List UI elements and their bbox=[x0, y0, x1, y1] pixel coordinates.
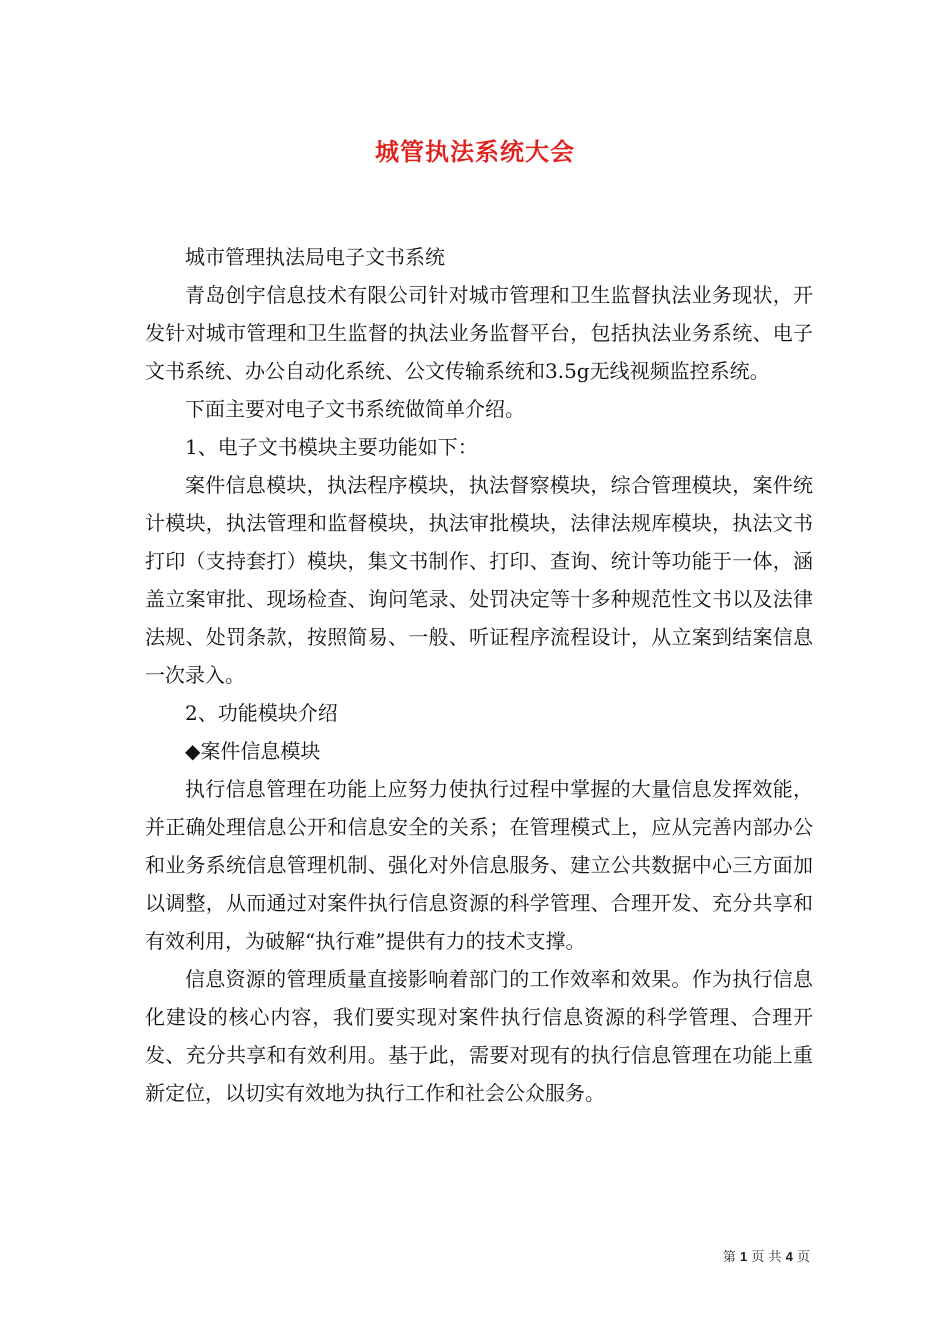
paragraph-intro: 青岛创宇信息技术有限公司针对城市管理和卫生监督执法业务现状，开发针对城市管理和卫生监督的执法业务监督平台，包括执法业务系统、电子文书系统、办公自动化系统、公文传输系统和3.5g无线视频监控系统。 bbox=[145, 283, 813, 383]
subheading-functions: 1、电子文书模块主要功能如下： bbox=[185, 435, 478, 459]
footer-current-page: 1 bbox=[739, 1249, 748, 1264]
footer-prefix: 第 bbox=[722, 1250, 736, 1265]
document-body bbox=[145, 238, 813, 1112]
footer-middle: 页 共 bbox=[751, 1250, 782, 1265]
bullet-case-info-module: ◆案件信息模块 bbox=[185, 739, 321, 763]
paragraph-overview: 下面主要对电子文书系统做简单介绍。 bbox=[185, 397, 525, 421]
paragraph-info-quality: 信息资源的管理质量直接影响着部门的工作效率和效果。作为执行信息化建设的核心内容，我们要实现对案件执行信息资源的科学管理、合理开发、充分共享和有效利用。基于此，需要对现有的执行信息管理在功能上重新定位，以切实有效地为执行工作和社会公众服务。 bbox=[145, 967, 813, 1105]
footer-total-pages: 4 bbox=[785, 1249, 793, 1264]
section-heading: 城市管理执法局电子文书系统 bbox=[185, 245, 445, 269]
paragraph-modules: 案件信息模块，执法程序模块，执法督察模块，综合管理模块，案件统计模块，执法管理和监督模块，执法审批模块，法律法规库模块，执法文书打印（支持套打）模块，集文书制作、打印、查询、统计等功能于一体，涵盖立案审批、现场检查、询问笔录、处罚决定等十多种规范性文书以及法律法规、处罚条款，按照简易、一般、听证程序流程设计，从立案到结案信息一次录入。 bbox=[145, 473, 813, 687]
page-title: 城管执法系统大会 bbox=[375, 137, 575, 166]
paragraph-info-management: 执行信息管理在功能上应努力使执行过程中掌握的大量信息发挥效能，并正确处理信息公开和信息安全的关系；在管理模式上，应从完善内部办公和业务系统信息管理机制、强化对外信息服务、建立公共数据中心三方面加以调整，从而通过对案件执行信息资源的科学管理、合理开发、充分共享和有效利用，为破解“执行难”提供有力的技术支撑。 bbox=[145, 777, 813, 953]
footer-suffix: 页 bbox=[796, 1250, 810, 1265]
subheading-module-intro: 2、功能模块介绍 bbox=[185, 701, 338, 725]
page-number-footer bbox=[690, 1246, 810, 1265]
